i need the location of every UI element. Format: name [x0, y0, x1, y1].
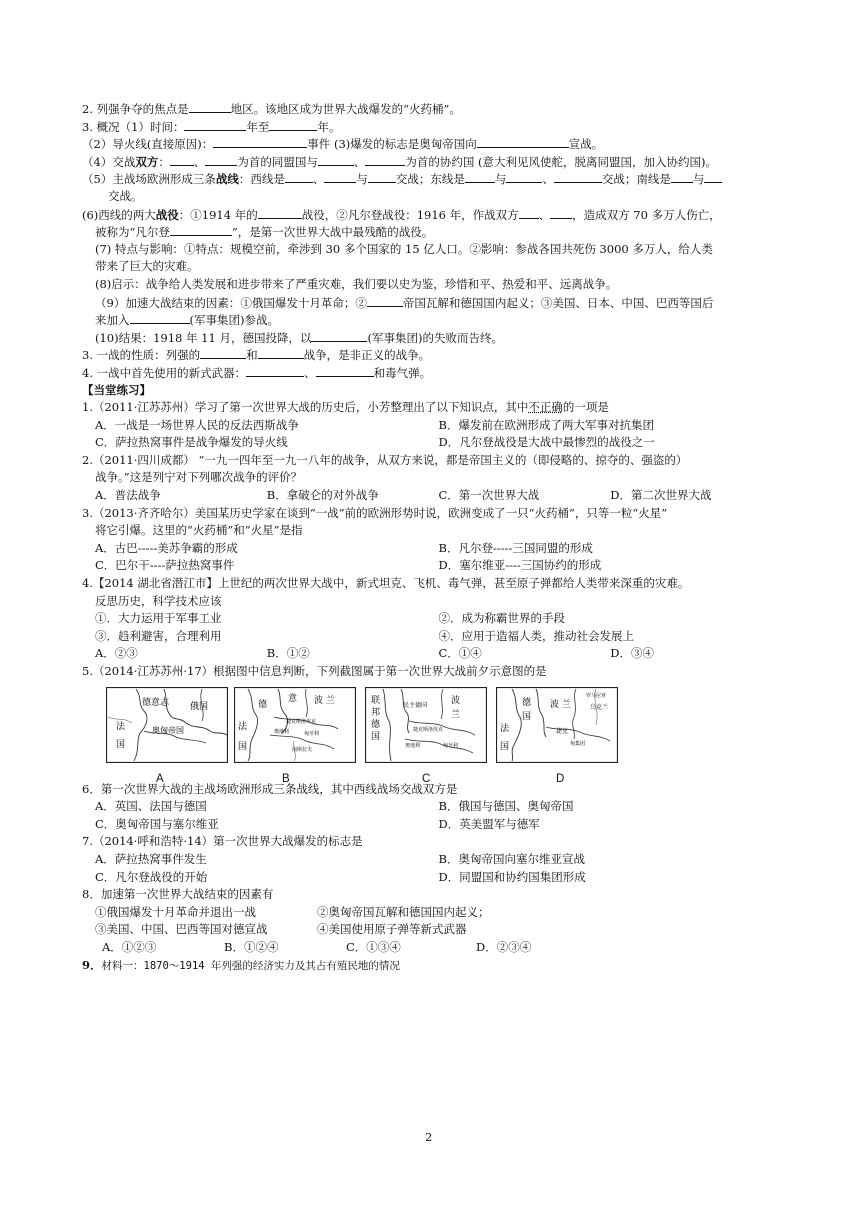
question-3-stem: 3.（2013·齐齐哈尔）美国某历史学家在谈到“一战”前的欧洲形势时说，欧洲变成了一只“火药桶”，只等一粒“火星” — [82, 505, 668, 520]
note-line: 3. 一战的性质：列强的 和 战争，是非正义的战争。 — [82, 348, 431, 363]
note-line: （4）交战双方： 、 为首的同盟国与 、 为首的协约国 (意大利见风使舵，脱离同盟国，加入协约国)。 — [82, 154, 717, 169]
practice-heading: 【当堂练习】 — [82, 382, 151, 397]
option-d[interactable]: D．同盟国和协约国集团形成 — [438, 869, 586, 884]
note-line: (10)结果：1918 年 11 月，德国投降，以 (军事集团)的失败而告终。 — [95, 330, 503, 345]
item-4: ④．应用于造福人类，推动社会发展上 — [438, 628, 634, 643]
option-a[interactable]: A．萨拉热窝事件发生 — [95, 851, 207, 866]
option-a[interactable]: A．②③ — [95, 646, 138, 661]
map-d-letter[interactable]: D — [556, 772, 565, 785]
item-1: ①．大力运用于军事工业 — [95, 611, 222, 626]
blank — [554, 170, 602, 183]
blank — [318, 153, 354, 166]
blank — [269, 118, 317, 131]
blank — [170, 223, 232, 236]
note-line: (8)启示：战争给人类发展和进步带来了严重灾难，我们要以史为鉴，珍惜和平、热爱和平、远离战争。 — [95, 276, 618, 291]
option-c[interactable]: C．奥匈帝国与塞尔维亚 — [95, 816, 219, 831]
map-label: 兰 — [451, 709, 461, 720]
question-7-options — [82, 851, 782, 869]
map-c-letter[interactable]: C — [422, 772, 431, 785]
note-line: 2. 列强争夺的焦点是 地区。该地区成为世界大战爆发的“火药桶”。 — [82, 102, 461, 116]
option-c[interactable]: C．凡尔登战役的开始 — [95, 869, 208, 884]
blank — [316, 364, 374, 377]
question-6-stem: 6．第一次世界大战的主战场欧洲形成三条战线，其中西线战场交战双方是 — [82, 781, 458, 796]
blank — [311, 329, 367, 342]
question-7-options — [82, 869, 782, 887]
question-4-stem: 4.【2014 湖北省潜江市】上世纪的两次世界大战中，新式坦克、飞机、毒气弹，甚至原子弹都给人类带来深重的灾难。 — [82, 576, 690, 591]
worksheet-page — [82, 100, 782, 974]
item-3: ③．趋利避害，合理利用 — [95, 628, 222, 643]
option-b[interactable]: B．拿破仑的对外战争 — [266, 488, 379, 503]
note-line: （9）加速大战结束的因素：①俄国爆发十月革命；② 帝国瓦解和德国国内起义；③美国、日本、中国、巴西等国后 — [95, 295, 714, 310]
question-7-stem: 7.（2014·呼和浩特·14）第一次世界大战爆发的标志是 — [82, 834, 363, 849]
blank — [205, 153, 237, 166]
option-b[interactable]: B．凡尔登-----三国同盟的形成 — [438, 540, 593, 555]
option-b[interactable]: B．①② — [266, 646, 310, 661]
map-label: 乌克兰 — [590, 703, 609, 711]
question-8-items — [82, 921, 782, 939]
map-label: 国 — [500, 741, 510, 752]
question-9-stem: 9．材料一：1870～1914 年列强的经济实力及其占有殖民地的情况 — [82, 957, 400, 972]
option-a[interactable]: A．古巴-----美苏争霸的形成 — [95, 540, 238, 555]
map-d[interactable] — [496, 687, 618, 763]
map-label: 捷克 — [556, 727, 569, 735]
blank — [258, 206, 302, 219]
map-label: 邦 — [371, 707, 381, 718]
map-a-letter[interactable]: A — [156, 772, 164, 785]
map-label: 俄国 — [190, 701, 209, 712]
option-c[interactable]: C．①③④ — [346, 939, 401, 954]
map-options — [82, 683, 782, 793]
option-b[interactable]: B．爆发前在欧洲形成了两大军事对抗集团 — [438, 417, 654, 432]
blank — [671, 170, 693, 183]
option-a[interactable]: A．普法战争 — [95, 488, 161, 503]
option-c[interactable]: C．①④ — [438, 646, 482, 661]
map-label: 国 — [522, 711, 532, 722]
map-label: 法 — [500, 723, 510, 734]
question-6-options — [82, 816, 782, 834]
map-label: 德意志 — [142, 697, 170, 708]
map-label: 捷克斯洛伐克 — [286, 718, 317, 725]
question-3-stem: 将它引爆。这里的“火药桶”和“火星”是指 — [95, 523, 303, 538]
blank — [130, 311, 190, 324]
note-line: (6)西线的两大战役：①1914 年的 战役，②凡尔登战役：1916 年，作战双方 、 ，造成双方 70 多万人伤亡， — [82, 207, 721, 222]
item-2: ②奥匈帝国瓦解和德国国内起义； — [317, 904, 490, 919]
question-3-options — [82, 540, 782, 558]
option-d[interactable]: D．第二次世界大战 — [610, 488, 712, 503]
question-4-stem: 反思历史，科学技术应该 — [95, 593, 222, 608]
blank — [200, 346, 246, 359]
note-line: 4. 一战中首先使用的新式武器： 、 和毒气弹。 — [82, 365, 432, 380]
option-d[interactable]: D．英美盟军与德军 — [438, 816, 540, 831]
question-1-options — [82, 434, 782, 452]
map-label: 波 兰 — [314, 695, 335, 706]
blank — [368, 170, 396, 183]
option-c[interactable]: C．第一次世界大战 — [438, 488, 540, 503]
question-2-stem: 2.（2011·四川成都） “一九一四年至一九一八年的战争，从双方来说，都是帝国主义的（即侵略的、掠夺的、强盗的） — [82, 452, 688, 467]
item-1: ①俄国爆发十月革命并退出一战 — [95, 904, 256, 919]
map-label: 德 — [258, 699, 268, 710]
blank — [365, 153, 405, 166]
note-line: （5）主战场欧洲形成三条战线：西线是 、 与 交战；东线是 与 、 交战；南线是 与 — [82, 170, 782, 188]
blank — [184, 118, 246, 131]
blank — [246, 364, 304, 377]
page-number: 2 — [425, 1130, 433, 1144]
map-label: 德 — [522, 697, 532, 708]
note-line: 被称为“凡尔登 ”，是第一次世界大战中最残酷的战役。 — [95, 225, 434, 240]
blank — [550, 206, 572, 219]
map-label: 德 — [371, 719, 381, 730]
option-a[interactable]: A．①②③ — [102, 939, 157, 954]
map-label: 意 — [288, 693, 298, 704]
note-line: 来加入 (军事集团)参战。 — [95, 313, 279, 328]
map-label: 捷克斯洛伐克 — [413, 726, 444, 733]
blank — [189, 100, 231, 113]
option-d[interactable]: D．③④ — [610, 646, 654, 661]
option-c[interactable]: C．萨拉热窝事件是战争爆发的导火线 — [95, 435, 288, 450]
question-4-options — [82, 645, 782, 663]
option-d[interactable]: D．凡尔登战役是大战中最惨烈的战役之一 — [438, 435, 655, 450]
blank — [213, 135, 307, 148]
note-line: 3. 概况（1）时间： 年至 年。 — [82, 119, 341, 134]
blank — [477, 135, 569, 148]
question-2-stem: 战争。”这是列宁对下列哪次战争的评价？ — [95, 470, 303, 485]
map-b[interactable] — [234, 687, 356, 763]
map-label: 奥地利 — [274, 728, 290, 735]
question-1-stem: 1.（2011·江苏苏州）学习了第一次世界大战的历史后，小芳整理出了以下知识点，其中不正确的一项是 — [82, 400, 609, 415]
item-3: ③美国、中国、巴西等国对德宣战 — [95, 922, 268, 937]
option-c[interactable]: C．巴尔干----萨拉热窝事件 — [95, 558, 235, 573]
map-label: 波 — [451, 695, 461, 706]
question-8-options — [82, 939, 782, 957]
map-label: 国 — [116, 739, 126, 750]
item-4: ④美国使用原子弹等新式武器 — [317, 922, 467, 937]
map-label: 国 — [238, 741, 248, 752]
note-line: （2）导火线(直接原因)： 事件 (3)爆发的标志是奥匈帝国向 宣战。 — [82, 137, 604, 152]
blank — [258, 346, 304, 359]
map-label: 民主德国 — [403, 701, 428, 709]
question-5-stem: 5.（2014·江苏苏州·17）根据图中信息判断，下列截图属于第一次世界大战前夕示意图的是 — [82, 664, 547, 678]
map-label: 波 兰 — [550, 699, 571, 710]
option-b[interactable]: B．俄国与德国、奥匈帝国 — [438, 799, 574, 814]
blank — [170, 153, 194, 166]
note-line: 带来了巨大的灾难。 — [95, 259, 199, 274]
question-8-items — [82, 904, 782, 922]
blank — [465, 170, 495, 183]
option-d[interactable]: D．②③④ — [476, 939, 532, 954]
note-line: 交战。 — [108, 188, 143, 203]
note-line: (7) 特点与影响：①特点：规模空前，牵涉到 30 多个国家的 15 亿人口。②影响：参战各国共死伤 3000 多万人，给人类 — [95, 241, 713, 256]
map-label: 南斯拉夫 — [292, 746, 313, 753]
map-label: 联 — [371, 695, 381, 706]
map-label: 国 — [371, 731, 381, 742]
map-label: 匈牙利 — [304, 730, 320, 737]
map-b-letter[interactable]: B — [282, 772, 290, 785]
option-b[interactable]: B．①②④ — [224, 939, 279, 954]
map-label: 匈牙利 — [443, 742, 459, 749]
option-b[interactable]: B．奥匈帝国向塞尔维亚宣战 — [438, 851, 585, 866]
map-label: 匈集团 — [570, 740, 586, 747]
map-c[interactable] — [365, 687, 487, 763]
option-a[interactable]: A．英国、法国与德国 — [95, 799, 207, 814]
blank — [506, 170, 542, 183]
question-3-options — [82, 557, 782, 575]
question-4-items — [82, 610, 782, 628]
map-label: 奥匈帝国 — [152, 725, 184, 735]
question-1-options — [82, 417, 782, 435]
question-8-stem: 8．加速第一次世界大战结束的因素有 — [82, 887, 274, 902]
option-d[interactable]: D．塞尔维亚----三国协约的形成 — [438, 558, 602, 573]
map-label: 罗马尼亚 — [586, 692, 607, 699]
blank — [324, 170, 356, 183]
question-4-items — [82, 628, 782, 646]
blank — [285, 170, 313, 183]
option-a[interactable]: A．一战是一场世界人民的反法西斯战争 — [95, 417, 299, 432]
question-2-options — [82, 487, 782, 505]
blank — [519, 206, 539, 219]
map-label: 法 — [238, 721, 248, 732]
blank — [704, 170, 722, 183]
item-2: ②．成为称霸世界的手段 — [438, 611, 565, 626]
question-6-options — [82, 798, 782, 816]
blank — [367, 294, 403, 307]
map-label: 奥地利 — [405, 742, 421, 749]
map-a[interactable] — [106, 687, 228, 763]
map-label: 法 — [116, 721, 126, 732]
